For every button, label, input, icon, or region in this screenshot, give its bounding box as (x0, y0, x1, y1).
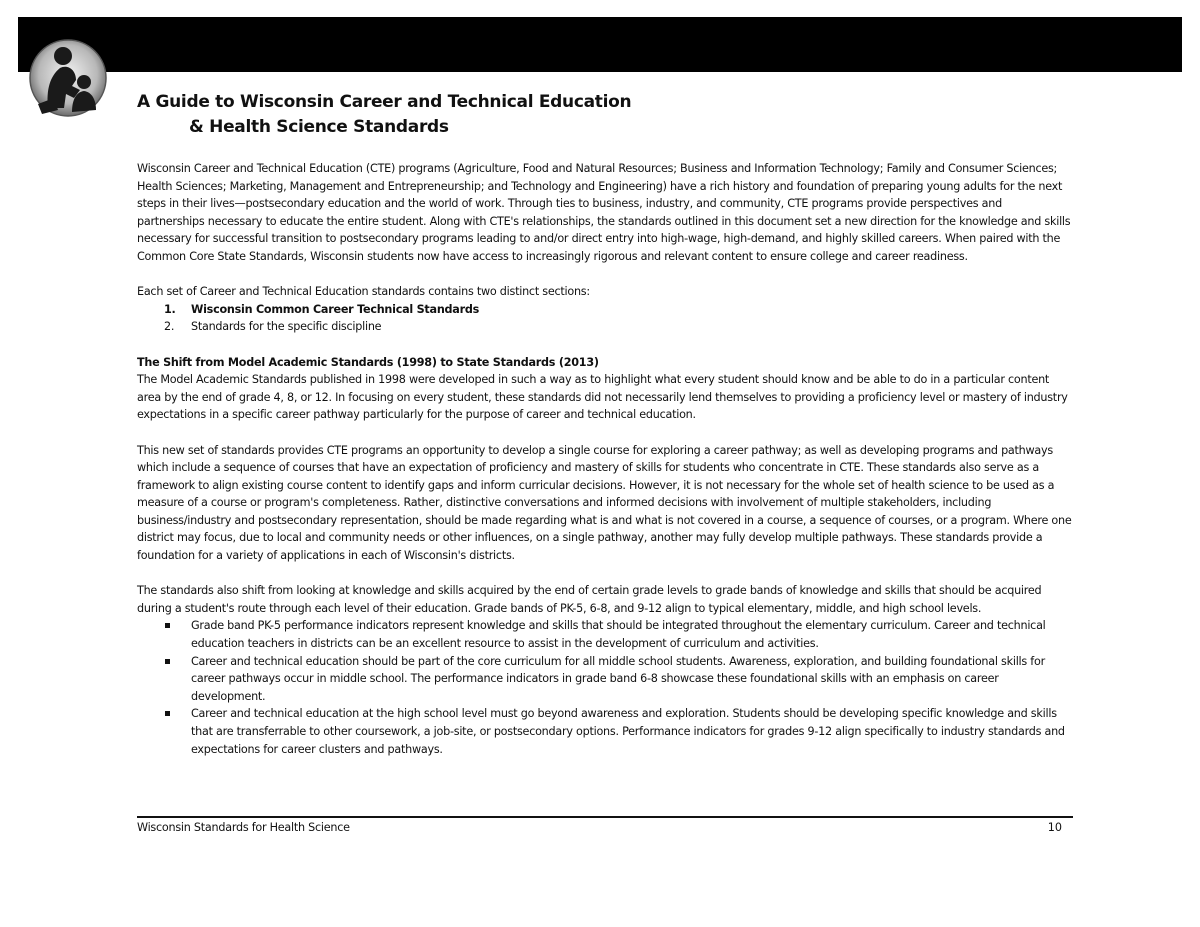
square-bullet-icon (165, 711, 170, 716)
list-item-number: 2. (164, 320, 175, 334)
footer-divider (137, 816, 1073, 818)
bullet-text: Career and technical education at the high school level must go beyond awareness and exploration. Students should be developing specific knowledge and skills that are transferrable to other coursework, a job-site, or postsecondary options. Performance indicators for grades 9-12 align specifically to industry standards and expectations for career clusters and pathways. (191, 707, 1065, 756)
page-number: 10 (1047, 821, 1062, 834)
section-heading: The Shift from Model Academic Standards (1998) to State Standards (2013) (137, 355, 599, 369)
title-line-1: A Guide to Wisconsin Career and Technical Education (137, 92, 632, 112)
sections-intro: Each set of Career and Technical Education standards contains two distinct sections: (137, 285, 590, 299)
shift-paragraph-1: The Model Academic Standards published in 1998 were developed in such a way as to highlight what every student should know and be able to do in a particular content area by the end of grade 4, 8, or 12. In focusing on every student, these standards did not necessarily lend themselves to providing a proficiency level or mastery of industry expectations in a specific career pathway particularly for the purpose of career and technical education. (137, 373, 1068, 422)
sections-list (137, 301, 1072, 336)
list-item-text: Standards for the specific discipline (191, 320, 382, 334)
shift-paragraph-2: This new set of standards provides CTE programs an opportunity to develop a single course for exploring a career pathway; as well as developing programs and pathways which include a sequence of courses that have an expectation of proficiency and mastery of skills for students who concentrate in CTE. These standards also serve as a framework to align existing course content to identify gaps and inform curricular decisions. However, it is not necessary for the whole set of health science to be used as a measure of a course or program's completeness. Rather, distinctive conversations and informed decisions with involvement of multiple stakeholders, including business/industry and postsecondary representation, should be made regarding what is and what is not covered in a course, a sequence of courses, or a program. Where one district may focus, due to local and community needs or other influences, on a single pathway, another may fully develop multiple pathways. These standards provide a foundation for a variety of applications in each of Wisconsin's districts. (137, 443, 1072, 563)
intro-paragraph: Wisconsin Career and Technical Education (CTE) programs (Agriculture, Food and Natural Resources; Business and Information Technology; Family and Consumer Sciences; Health Sciences; Marketing, Management and Entrepreneurship; and Technology and Engineering) have a rich history and foundation of preparing young adults for the next steps in their lives—postsecondary education and the world of work. Through ties to business, industry, and community, CTE programs provide perspectives and partnerships necessary to educate the entire student. Along with CTE's relationships, the standards outlined in this document set a new direction for the knowledge and skills necessary for successful transition to postsecondary programs leading to and/or direct entry into high-wage, high-demand, and highly skilled careers. When paired with the Common Core State Standards, Wisconsin students now have access to increasingly rigorous and relevant content to ensure college and career readiness. (137, 162, 1071, 263)
header-bar (18, 17, 1182, 72)
page-title (137, 90, 631, 140)
list-item (137, 705, 1072, 758)
title-line-2: & Health Science Standards (189, 117, 449, 137)
parent-child-reading-icon (28, 38, 108, 118)
list-item (137, 617, 1072, 652)
square-bullet-icon (165, 623, 170, 628)
bullet-text: Career and technical education should be part of the core curriculum for all middle school students. Awareness, exploration, and building foundational skills for career pathways occur in middle school. The performance indicators in grade band 6-8 showcase these foundational skills with an emphasis on career development. (191, 654, 1045, 703)
bullet-text: Grade band PK-5 performance indicators represent knowledge and skills that should be integrated throughout the elementary curriculum. Career and technical education teachers in districts can be an excellent resource to assist in the development of curriculum and activities. (191, 619, 1046, 651)
list-item (137, 318, 1072, 336)
grade-band-bullets (137, 617, 1072, 758)
square-bullet-icon (165, 659, 170, 664)
document-body (137, 160, 1072, 758)
list-item (137, 301, 1072, 319)
list-item (137, 653, 1072, 706)
footer-label: Wisconsin Standards for Health Science (137, 821, 350, 834)
list-item-number: 1. (164, 302, 176, 316)
shift-paragraph-3: The standards also shift from looking at knowledge and skills acquired by the end of certain grade levels to grade bands of knowledge and skills that should be acquired during a student's route through each level of their education. Grade bands of PK-5, 6-8, and 9-12 align to typical elementary, middle, and high school levels. (137, 584, 1042, 615)
list-item-text: Wisconsin Common Career Technical Standards (191, 302, 480, 316)
